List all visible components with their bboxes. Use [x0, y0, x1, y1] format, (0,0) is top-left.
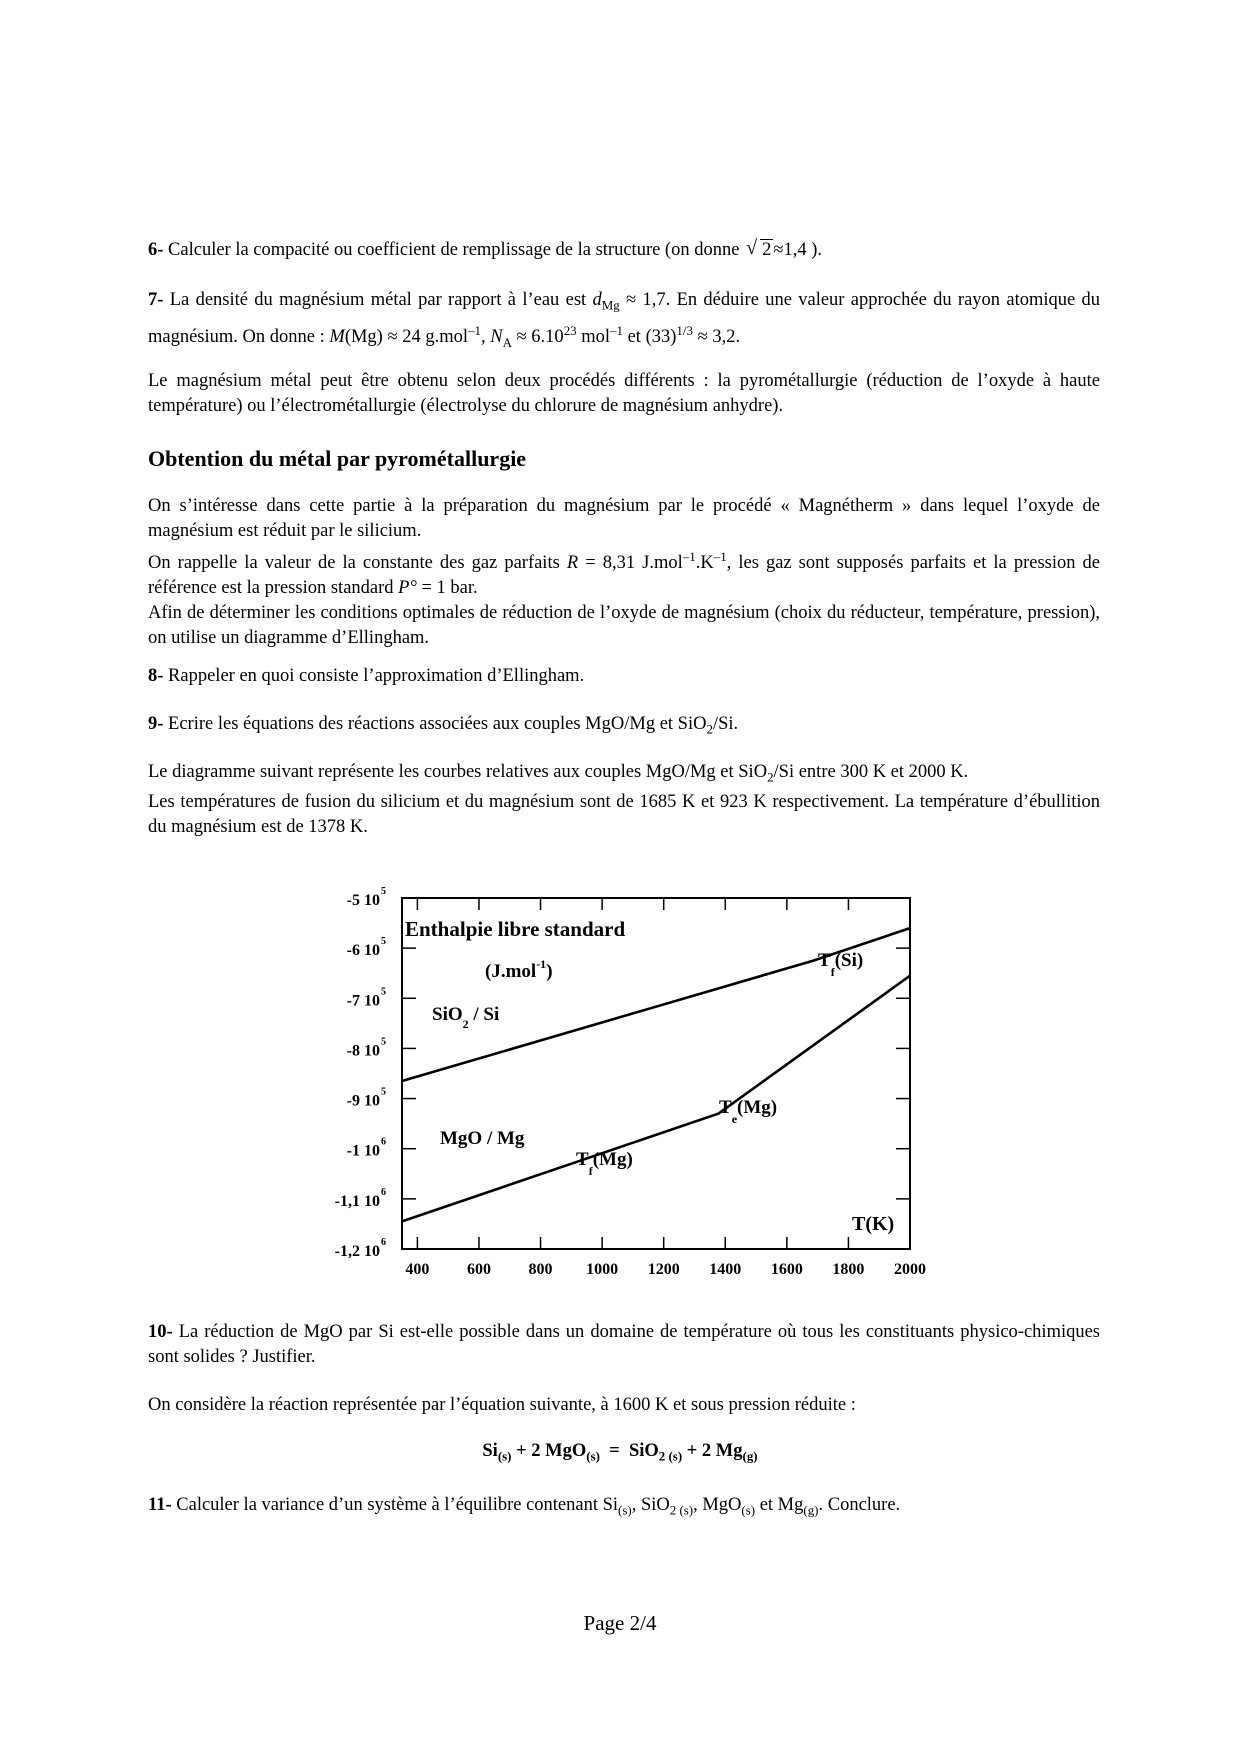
y-tick-label: -6 10	[346, 942, 380, 960]
y-tick-exponent: 6	[381, 1237, 386, 1248]
tf-mg-label: $T_f(Mg)$	[576, 1149, 633, 1178]
question-number: 10-	[148, 1322, 173, 1342]
x-tick-label: 1600	[770, 1261, 803, 1278]
y-tick-label: -8 10	[346, 1042, 380, 1060]
x-tick-label: 1000	[586, 1261, 619, 1278]
tf-si-label: $T_f(Si)$	[818, 950, 864, 979]
question-6: 6- Calculer la compacité ou coefficient de remplissage de la structure (on donne √ 2 ≈1,4 ).	[148, 238, 1100, 263]
question-number: 9-	[148, 714, 164, 734]
y-unit-label: (J.mol$^{-1}$)	[485, 957, 553, 982]
x-tick-label: 400	[405, 1261, 430, 1278]
question-9: 9- Ecrire les équations des réactions associées aux couples MgO/Mg et SiO$_2$/Si.	[148, 714, 739, 737]
x-tick-label: 800	[528, 1261, 553, 1278]
question-number: 6-	[148, 240, 164, 260]
reaction-equation: $Si_{(s)} + 2$ MgO$_{(s)}$ = SiO$_{2 (s)}$ + 2 $Mg_{(g)}$	[482, 1441, 758, 1464]
y-tick-exponent: 5	[381, 1086, 386, 1098]
x-tick-label: 1800	[832, 1261, 865, 1278]
question-8: 8- Rappeler en quoi consiste l’approximation d’Ellingham.	[148, 666, 585, 686]
y-tick-exponent: 5	[381, 1036, 386, 1048]
section-title: Obtention du métal par pyrométallurgie	[148, 446, 527, 471]
question-11: 11- Calculer la variance d’un système à l’équilibre contenant $Si_{(s)}$, SiO$_{2 (s)}$, MgO$_{(s)}$ et $Mg_{(g)}$. Conclure.	[148, 1495, 901, 1518]
question-7: 7- La densité du magnésium métal par rapport à l’eau est $d_{Mg} \approx 1,7$. En déduire une valeur approchée du rayon atomique du magnésium. On donne : M(Mg) ≈ 24 g.mol$^{-1}$, $N_A \approx 6.10^{23}$ mol$^{-1}$ et $(33)^{1/3} \approx 3,2$.	[148, 290, 1101, 350]
y-tick-exponent: 5	[381, 986, 386, 998]
diagram-paragraph: Le diagramme suivant représente les courbes relatives aux couples MgO/Mg et SiO$_2$/Si entre 300 K et 2000 K. Les températures de fusion du silicium et du magnésium sont de 1685 K et 923 K respectivement. La température d’ébullition du magnésium est de 1378 K.	[148, 762, 1100, 837]
page-number: Page 2/4	[583, 1611, 657, 1635]
question-number: 11-	[148, 1495, 172, 1515]
x-tick-label: 600	[466, 1261, 491, 1278]
question-text: Calculer la compacité ou coefficient de remplissage de la structure (on donne	[168, 240, 740, 260]
y-tick-label: -7 10	[346, 992, 380, 1010]
y-tick-label: -5 10	[346, 892, 380, 909]
chart-title: Enthalpie libre standard	[405, 917, 626, 941]
y-tick-label: -1,1 10	[334, 1192, 380, 1210]
x-tick-label: 1400	[709, 1261, 742, 1278]
intro-paragraph: Le magnésium métal peut être obtenu selon deux procédés différents : la pyrométallurgie (réduction de l’oxyde à haute température) ou l’électrométallurgie (électrolyse du chlorure de magnésium anhydre).	[148, 371, 1100, 416]
ellingham-diagram	[300, 880, 960, 1290]
square-root: √ 2	[746, 237, 772, 260]
sio2-si-label: SiO$_2$ / Si	[432, 1004, 500, 1031]
question-number: 8-	[148, 666, 164, 686]
y-tick-exponent: 5	[381, 886, 386, 897]
mgo-mg-label: MgO / Mg	[440, 1128, 525, 1149]
question-number: 7-	[148, 290, 164, 310]
question-10: 10- La réduction de MgO par Si est-elle possible dans un domaine de température où tous les constituants physico-chimiques sont solides ? Justifier.	[148, 1322, 1101, 1367]
x-tick-label: 2000	[894, 1261, 926, 1278]
y-tick-label: -1,2 10	[334, 1243, 380, 1260]
y-tick-exponent: 6	[381, 1186, 386, 1198]
x-tick-label: 1200	[647, 1261, 680, 1278]
y-tick-label: -9 10	[346, 1092, 380, 1110]
reaction-paragraph: On considère la réaction représentée par l’équation suivante, à 1600 K et sous pression réduite :	[148, 1395, 856, 1415]
y-tick-label: -1 10	[346, 1142, 380, 1160]
section-paragraph: On s’intéresse dans cette partie à la préparation du magnésium par le procédé « Magnétherm » dans lequel l’oxyde de magnésium est réduit par le silicium. On rappelle la valeur de la constante des gaz parfaits R = 8,31 $J.mol^{-1}.K^{-1}$, les gaz sont supposés parfaits et la pression de référence est la pression standard P° = 1 bar. Afin de déterminer les conditions optimales de réduction de l’oxyde de magnésium (choix du réducteur, température, pression), on utilise un diagramme d’Ellingham.	[148, 496, 1100, 649]
y-tick-exponent: 5	[381, 936, 386, 948]
y-tick-exponent: 6	[381, 1136, 386, 1148]
te-mg-label: $T_e(Mg)$	[719, 1097, 778, 1126]
x-axis-label: T(K)	[852, 1213, 895, 1235]
